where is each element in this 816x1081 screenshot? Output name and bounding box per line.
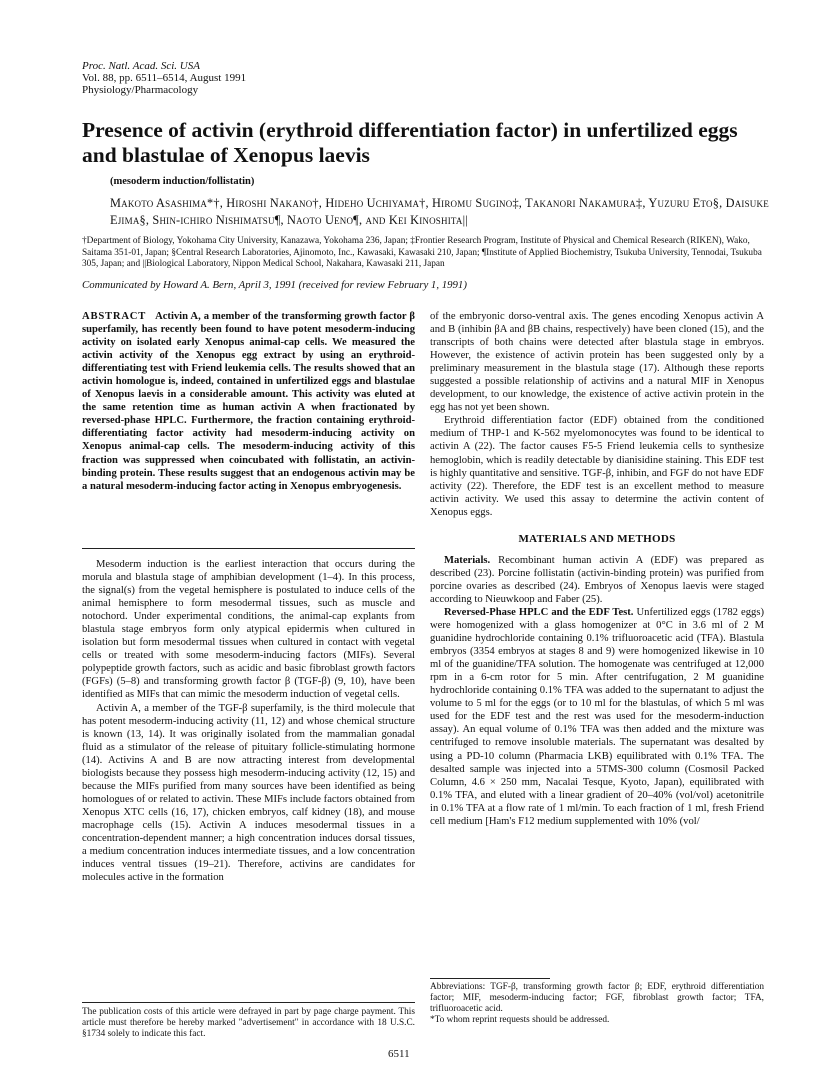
abstract-label: ABSTRACT xyxy=(82,311,147,322)
footnotes-right xyxy=(430,982,764,1026)
author-list: Makoto Asashima*†, Hiroshi Nakano†, Hideho Uchiyama†, Hiromu Sugino‡, Takanori Nakamura‡, Yuzuru Eto§, Daisuke Ejima§, Shin-ichiro Nishimatsu¶, Naoto Ueno¶, and Kei Kinoshita|| xyxy=(110,196,769,227)
hplc-text: Unfertilized eggs (1782 eggs) were homogenized with a glass homogenizer at 0°C in 3.6 ml of 2 M guanidine hydrochloride containing 0.1% trifluoroacetic acid (TFA). Blastula embryos (3354 embryos at stages 8 and 9) were homogenized likewise in 10 ml of the guanidine/TFA solution. The homogenate was centrifuged at 12,000 rpm in a 6-cm rotor for 5 min. After centrifugation, 2 M guanidine hydrochloride containing 0.1% TFA was added to the supernatant to adjust the volume to 5 ml for the eggs (or to 10 ml for the blastulas, of which 5 ml was used for the EDF test and the rest was used for the mesoderm-induction assay). An equal volume of 0.1% TFA was then added and the mixture was centrifuged to remove insoluble materials. The supernatant was desalted by using a PD-10 column (Pharmacia LKB) equilibrated with 0.1% TFA. The desalted sample was injected into a 5TMS-300 column (Cosmosil Packed Column, 4.6 × 250 mm, Nacalai Tesque, Kyoto, Japan), equilibrated with 0.1% TFA, and eluted with a linear gradient of 20–40% (vol/vol) acetonitrile in 0.1% TFA at a flow rate of 1 ml/min. To each fraction of 1 ml, fresh Friend cell medium [Ham's F12 medium supplemented with 10% (vol/ xyxy=(430,606,764,827)
abstract-divider xyxy=(82,548,415,549)
intro-paragraph: Mesoderm induction is the earliest interaction that occurs during the morula and blastula stage of amphibian development (1–4). In this process, the signal(s) from the vegetal hemisphere is postulated to induce cells of the animal hemisphere to form mesodermal tissues, such as muscle and notochord. Under experimental conditions, the animal-cap explants from blastula stage embryos form only atypical epidermis when cultured in isolation but form mesodermal tissues when cultured in contact with vegetal cells or treated with some mesoderm-inducing factors (MIFs). Several polypeptide growth factors, such as acidic and basic fibroblast growth factors (FGFs) (5–8) and transforming growth factor β (TGF-β) (9, 10), have been identified as MIFs that can mimic the mesoderm induction of vegetal cells. xyxy=(82,559,415,701)
journal-header xyxy=(82,60,246,96)
footnote-publication-costs: The publication costs of this article were defrayed in part by page charge payment. This article must therefore be hereby marked "advertisement" in accordance with 18 U.S.C. §1734 solely to indicate this fact. xyxy=(82,1007,415,1039)
intro-paragraph: of the embryonic dorso-ventral axis. The genes encoding Xenopus activin A and B (inhibin βA and βB chains, respectively) have been cloned (15), and the transcripts of both chains were detected after blastula stage in embryos. However, the existence of activin protein has been suggested only by a preliminary measurement in the blastula stage (17). Although these reports suggested a possible relationship of activins and a natural MIF in Xenopus development, to our knowledge, the existence of active activin protein in the egg has not yet been shown. xyxy=(430,311,764,414)
hplc-label: Reversed-Phase HPLC and the EDF Test. xyxy=(444,606,634,618)
hplc-paragraph xyxy=(430,606,764,828)
materials-paragraph xyxy=(430,554,764,606)
materials-text: Recombinant human activin A (EDF) was prepared as described (23). Porcine follistatin (activin-binding protein) was purified from porcine ovaries as described (24). Embryos of Xenopus laevis were staged according to Nieuwkoop and Faber (25). xyxy=(430,554,764,605)
section-name: Physiology/Pharmacology xyxy=(82,84,199,96)
right-column xyxy=(430,310,764,828)
affiliations: †Department of Biology, Yokohama City University, Kanazawa, Yokohama 236, Japan; ‡Frontier Research Program, Institute of Physical and Chemical Research (RIKEN), Wako, Saitama 351-01, Japan; §Central Research Laboratories, Ajinomoto, Inc., Kawasaki, Kawasaki 210, Japan; ¶Institute of Applied Biochemistry, Tsukuba University, Tennodai, Tsukuba 305, Japan; and ||Biological Laboratory, Nippon Medical School, Nakahara, Kawasaki 211, Japan xyxy=(82,236,762,269)
intro-paragraph: Activin A, a member of the TGF-β superfamily, is the third molecule that has potent mesoderm-inducing activity (11, 12) and whose chemical structure is known (13, 14). It was originally isolated from the mammalian gonadal fluid as a stimulator of the release of pituitary follicle-stimulating hormone (14). Activins A and B are now attracting interest from developmental biologists because they possess high mesoderm-inducing activity (12, 15) and because the MIFs purified from many sources have been identified as being homologues of or related to activin. These MIFs include factors obtained from Xenopus XTC cells (16, 17), chicken embryos, calf kidney (18), and mouse macrophage cells (15). Activin A induces mesodermal tissues in a concentration-dependent manner; a high concentration induces dorsal tissues, a medium concentration induces intermediate tissues, and a low concentration induces ventral tissues (19–21). Therefore, activins are candidates for molecules active in the formation xyxy=(82,702,415,884)
footnote-divider xyxy=(82,1002,415,1003)
keywords: (mesoderm induction/follistatin) xyxy=(110,176,255,187)
correspondence-footnote: *To whom reprint requests should be addressed. xyxy=(430,1015,610,1025)
page-number: 6511 xyxy=(388,1048,410,1060)
abstract-text: Activin A, a member of the transforming growth factor β superfamily, has recently been found to have potent mesoderm-inducing activity on isolated early Xenopus animal-cap cells. We measured the activin activity of the Xenopus egg extract by using an erythroid-differentiating test with Friend leukemia cells. The results showed that an activin homologue is, indeed, contained in unfertilized eggs and blastulae of Xenopus laevis in a considerable amount. This activity was eluted at the same retention time as human activin A when fractionated by reversed-phase HPLC. Furthermore, the fraction containing erythroid-differentiating factor activity had mesoderm-inducing activity on Xenopus animal-cap cells. The mesoderm-inducing activity of this fraction was suppressed when coincubated with follistatin, an activin-binding protein. These results suggest that an endogenous activin may be a natural mesoderm-inducing factor acting in Xenopus embryogenesis. xyxy=(82,311,415,492)
abstract xyxy=(82,310,415,493)
communicated-line: Communicated by Howard A. Bern, April 3, 1991 (received for review February 1, 1991) xyxy=(82,279,467,291)
article-title: Presence of activin (erythroid differentiation factor) in unfertilized eggs and blastulae of Xenopus laevis xyxy=(82,118,738,167)
section-heading: MATERIALS AND METHODS xyxy=(518,532,676,545)
journal-name: Proc. Natl. Acad. Sci. USA xyxy=(82,60,200,72)
abbreviations-footnote: Abbreviations: TGF-β, transforming growth factor β; EDF, erythroid differentiation factor; MIF, mesoderm-inducing factor; FGF, fibroblast growth factor; TFA, trifluoroacetic acid. xyxy=(430,982,764,1014)
materials-label: Materials. xyxy=(444,554,491,566)
volume-info: Vol. 88, pp. 6511–6514, August 1991 xyxy=(82,72,247,84)
footnote-divider xyxy=(430,978,550,979)
introduction xyxy=(82,558,415,884)
intro-paragraph: Erythroid differentiation factor (EDF) obtained from the conditioned medium of THP-1 and K-562 myelomonocytes was found to be identical to activin A (22). The factor causes F5-5 Friend leukemia cells to synthesize hemoglobin, which is readily detectable by dianisidine staining. This EDF test is highly quantitative and sensitive. TGF-β, inhibin, and FGF do not have EDF activity (22). Therefore, the EDF test is an excellent method to measure activin activity. We used this assay to determine the activin content of Xenopus eggs. xyxy=(430,415,764,518)
